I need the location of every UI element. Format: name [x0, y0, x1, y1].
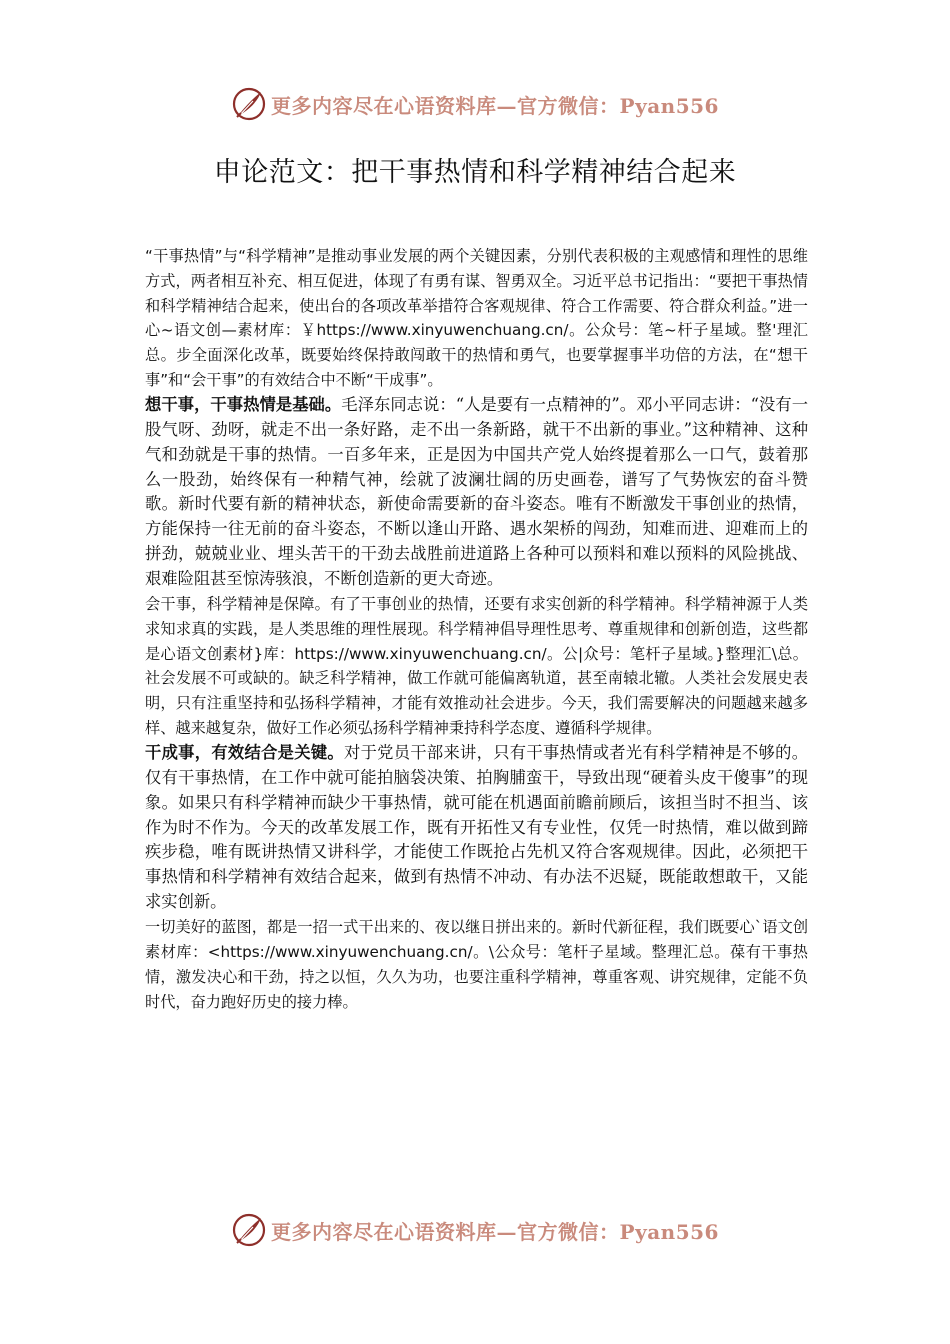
paragraph-enthusiasm: [145, 393, 808, 592]
header-banner: [0, 84, 950, 124]
article-body: [145, 244, 808, 1014]
paragraph-intro: [145, 244, 808, 393]
paragraph-combination: [145, 741, 808, 915]
footer-banner: [0, 1210, 950, 1250]
paragraph-text: 一切美好的蓝图，都是一招一式干出来的、夜以继日拼出来的。新时代新征程，我们既要心`语文创素材库：<https://www.xinyuwenchuang.cn/。\公众号：笔杆子星域。整理汇总。葆有干事热情，激发决心和干劲，持之以恒，久久为功，也要注重科学精神，尊重客观、讲究规律，定能不负时代，奋力跑好历史的接力棒。: [145, 918, 808, 1011]
banner-slogan: 更多内容尽在心语资料库—官方微信：Pyan556: [271, 1219, 719, 1244]
quill-pen-logo-icon: [231, 86, 267, 122]
banner-slogan: 更多内容尽在心语资料库—官方微信：Pyan556: [271, 93, 719, 118]
quill-pen-logo-icon: [231, 1212, 267, 1248]
paragraph-science: [145, 592, 808, 741]
paragraph-text: 对于党员干部来讲，只有干事热情或者光有科学精神是不够的。仅有干事热情，在工作中就可能拍脑袋决策、拍胸脯蛮干，导致出现“硬着头皮干傻事”的现象。如果只有科学精神而缺少干事热情，就可能在机遇面前瞻前顾后，该担当时不担当、该作为时不作为。今天的改革发展工作，既有开拓性又有专业性，仅凭一时热情，难以做到蹄疾步稳，唯有既讲热情又讲科学，才能使工作既抢占先机又符合客观规律。因此，必须把干事热情和科学精神有效结合起来，做到有热情不冲动、有办法不迟疑，既能敢想敢干，又能求实创新。: [145, 742, 808, 912]
paragraph-text: “干事热情”与“科学精神”是推动事业发展的两个关键因素，分别代表积极的主观感情和理性的思维方式，两者相互补充、相互促进，体现了有勇有谋、智勇双全。习近平总书记指出：“要把干事热情和科学精神结合起来，使出台的各项改革举措符合客观规律、符合工作需要、符合群众利益。”进一心~语文创—素材库：￥https://www.xinyuwenchuang.cn/。公众号：笔~杆子星域。整'理汇总。步全面深化改革，既要始终保持敢闯敢干的热情和勇气，也要掌握事半功倍的方法，在“想干事”和“会干事”的有效结合中不断“干成事”。: [145, 247, 808, 389]
paragraph-lead: 想干事，干事热情是基础。: [145, 394, 342, 414]
paragraph-text: 毛泽东同志说：“人是要有一点精神的”。邓小平同志讲：“没有一股气呀、劲呀，就走不出一条好路，走不出一条新路，就干不出新的事业。”这种精神、这种气和劲就是干事的热情。一百多年来，正是因为中国共产党人始终提着那么一口气，鼓着那么一股劲，始终保有一种精气神，绘就了波澜壮阔的历史画卷，谱写了气势恢宏的奋斗赞歌。新时代要有新的精神状态，新使命需要新的奋斗姿态。唯有不断激发干事创业的热情，方能保持一往无前的奋斗姿态，不断以逢山开路、遇水架桥的闯劲，知难而进、迎难而上的拼劲，兢兢业业、埋头苦干的干劲去战胜前进道路上各种可以预料和难以预料的风险挑战、艰难险阻甚至惊涛骇浪，不断创造新的更大奇迹。: [145, 394, 808, 589]
paragraph-text: 会干事，科学精神是保障。有了干事创业的热情，还要有求实创新的科学精神。科学精神源于人类求知求真的实践，是人类思维的理性展现。科学精神倡导理性思考、尊重规律和创新创造，这些都是心语文创素材}库：https://www.xinyuwenchuang.cn/。公|众号：笔杆子星域。}整理汇\总。社会发展不可或缺的。缺乏科学精神，做工作就可能偏离轨道，甚至南辕北辙。人类社会发展史表明，只有注重坚持和弘扬科学精神，才能有效推动社会进步。今天，我们需要解决的问题越来越多样、越来越复杂，做好工作必须弘扬科学精神秉持科学态度、遵循科学规律。: [145, 595, 808, 738]
page-title: 申论范文：把干事热情和科学精神结合起来: [213, 157, 737, 188]
paragraph-conclusion: [145, 915, 808, 1014]
paragraph-lead: 干成事，有效结合是关键。: [145, 742, 344, 762]
